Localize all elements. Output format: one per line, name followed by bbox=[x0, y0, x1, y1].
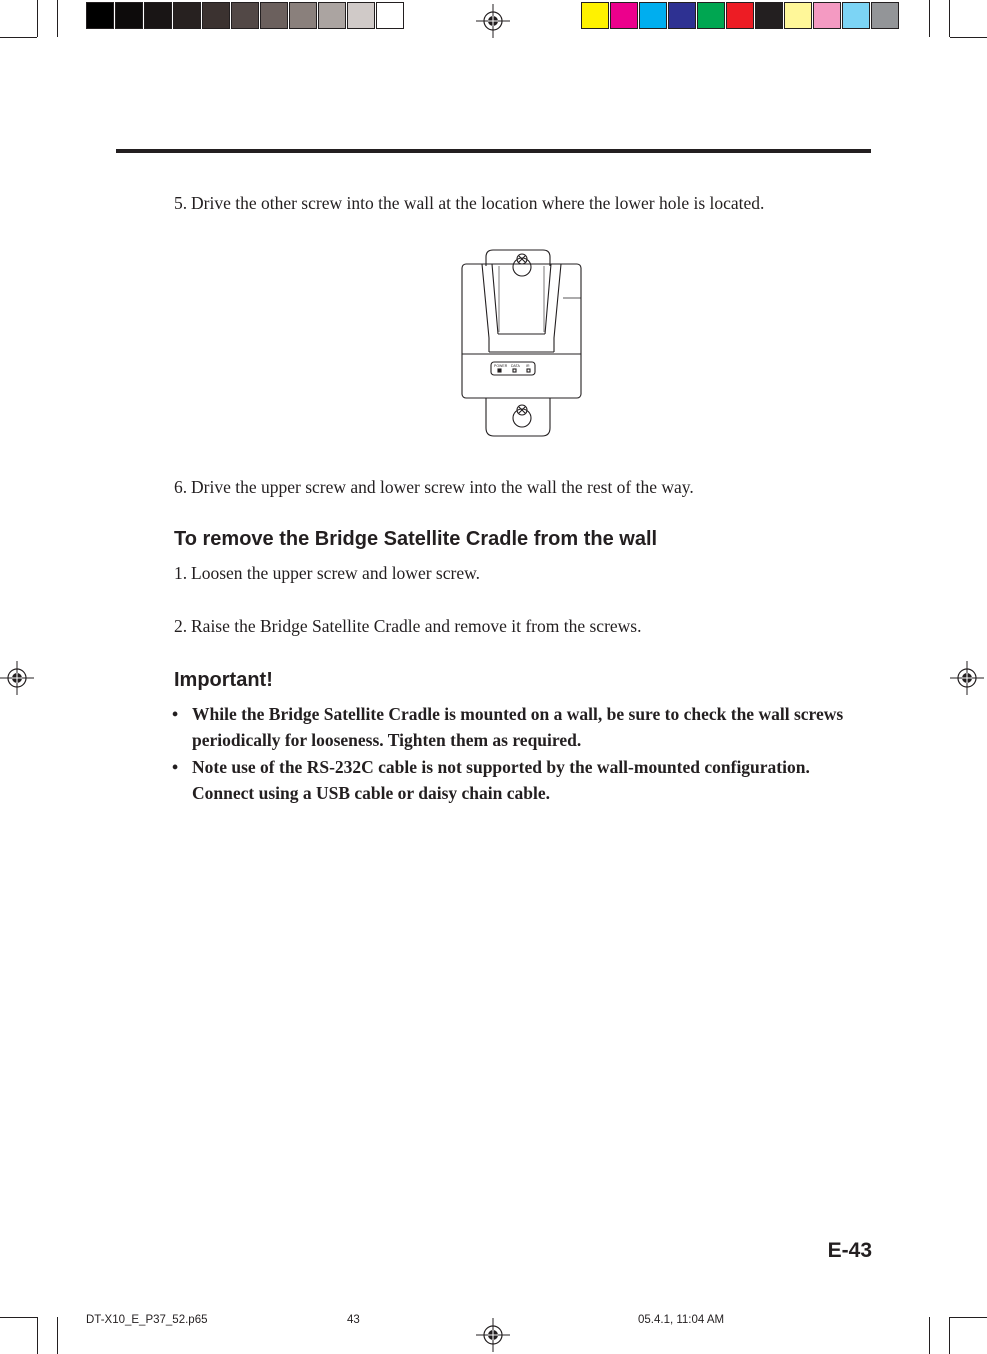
color-swatch bbox=[668, 2, 696, 29]
registration-mark-icon bbox=[0, 661, 34, 695]
color-swatch bbox=[813, 2, 841, 29]
page-number: E-43 bbox=[827, 1239, 872, 1262]
color-swatch bbox=[376, 2, 404, 29]
process-color-bar bbox=[581, 2, 899, 29]
step-5 bbox=[174, 192, 764, 214]
remove-section-heading: To remove the Bridge Satellite Cradle from the wall bbox=[174, 528, 658, 550]
step-6 bbox=[174, 476, 694, 498]
led-label-ir: IR bbox=[526, 364, 530, 368]
cradle-wall-mount-illustration bbox=[455, 248, 590, 438]
footer-timestamp: 05.4.1, 11:04 AM bbox=[638, 1314, 725, 1326]
step-number: 2. bbox=[174, 616, 188, 636]
color-swatch bbox=[289, 2, 317, 29]
color-swatch bbox=[260, 2, 288, 29]
important-heading: Important! bbox=[174, 669, 273, 691]
color-swatch bbox=[231, 2, 259, 29]
color-swatch bbox=[842, 2, 870, 29]
step-number: 5. bbox=[174, 193, 188, 213]
footer-filename: DT-X10_E_P37_52.p65 bbox=[86, 1314, 208, 1326]
color-swatch bbox=[610, 2, 638, 29]
footer-page: 43 bbox=[347, 1314, 360, 1326]
registration-mark-icon bbox=[476, 1318, 510, 1352]
remove-step-2 bbox=[174, 615, 642, 637]
list-item bbox=[172, 755, 872, 806]
color-swatch bbox=[726, 2, 754, 29]
step-number: 1. bbox=[174, 563, 188, 583]
color-swatch bbox=[347, 2, 375, 29]
bullet-icon: • bbox=[172, 757, 179, 777]
color-swatch bbox=[581, 2, 609, 29]
led-label-data: DATA bbox=[511, 364, 520, 368]
step-text: Loosen the upper screw and lower screw. bbox=[191, 563, 480, 583]
bullet-text: Note use of the RS-232C cable is not supported by the wall-mounted configuration. Connect using a USB cable or daisy chain cable. bbox=[192, 757, 810, 803]
color-swatch bbox=[202, 2, 230, 29]
color-swatch bbox=[697, 2, 725, 29]
registration-mark-icon bbox=[476, 4, 510, 38]
bullet-text: While the Bridge Satellite Cradle is mounted on a wall, be sure to check the wall screws periodically for looseness. Tighten them as required. bbox=[192, 704, 844, 750]
color-swatch bbox=[784, 2, 812, 29]
color-swatch bbox=[871, 2, 899, 29]
list-item bbox=[172, 702, 872, 753]
led-label-power: POWER bbox=[494, 364, 508, 368]
bullet-icon: • bbox=[172, 704, 179, 724]
color-swatch bbox=[86, 2, 114, 29]
color-swatch bbox=[144, 2, 172, 29]
important-list bbox=[172, 702, 872, 808]
color-swatch bbox=[173, 2, 201, 29]
color-swatch bbox=[115, 2, 143, 29]
step-text: Drive the upper screw and lower screw into the wall the rest of the way. bbox=[191, 477, 694, 497]
step-text: Raise the Bridge Satellite Cradle and remove it from the screws. bbox=[191, 616, 642, 636]
color-swatch bbox=[639, 2, 667, 29]
step-number: 6. bbox=[174, 477, 188, 497]
grayscale-color-bar bbox=[86, 2, 404, 29]
registration-mark-icon bbox=[950, 661, 984, 695]
remove-step-1 bbox=[174, 562, 480, 584]
color-swatch bbox=[755, 2, 783, 29]
header-rule bbox=[116, 149, 871, 153]
step-text: Drive the other screw into the wall at the location where the lower hole is located. bbox=[191, 193, 765, 213]
color-swatch bbox=[318, 2, 346, 29]
